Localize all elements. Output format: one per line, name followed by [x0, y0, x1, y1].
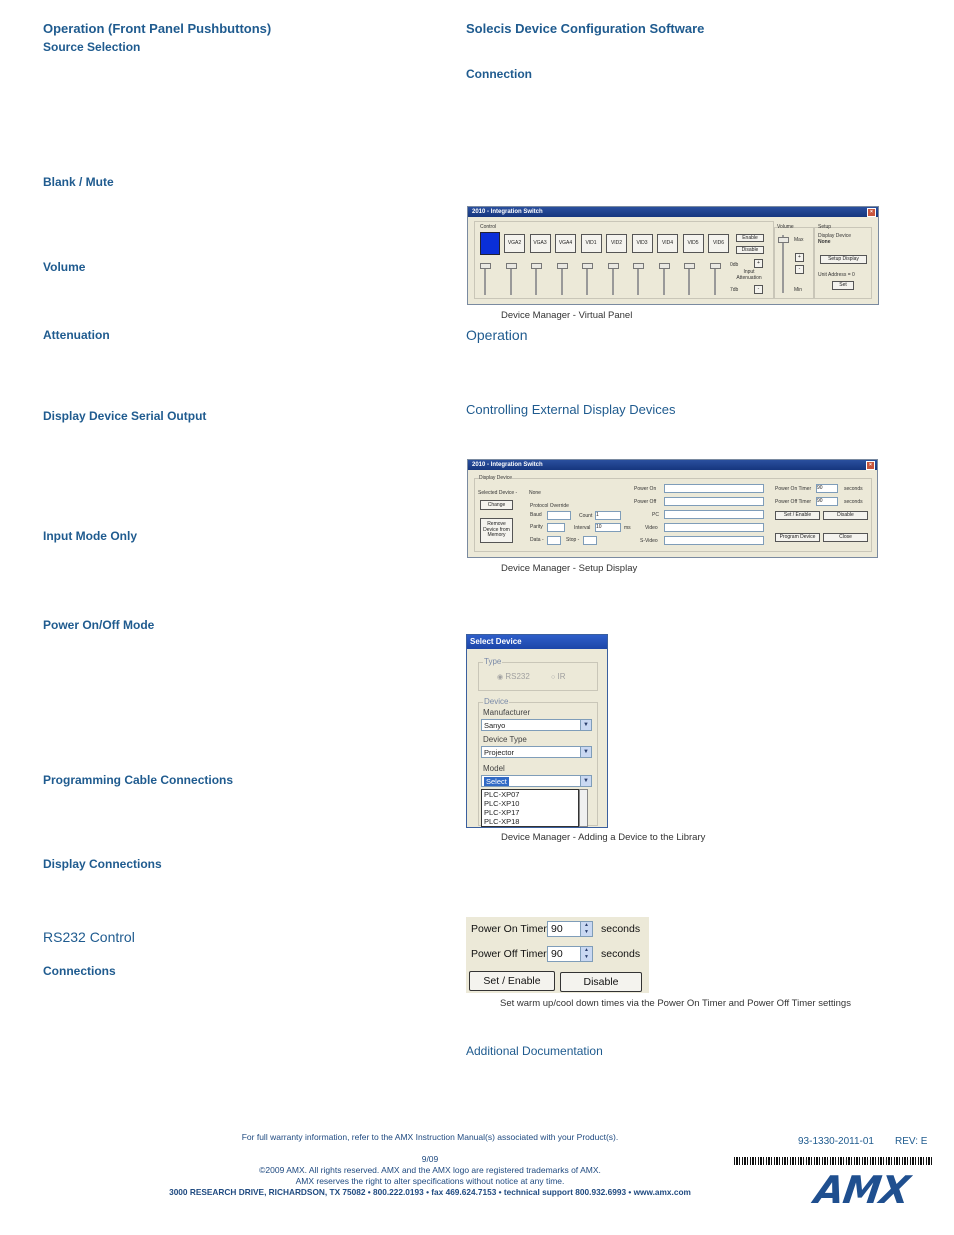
parity-label: Parity: [530, 524, 543, 530]
interval-field[interactable]: [595, 523, 621, 532]
source-button-vga3[interactable]: VGA3: [530, 234, 551, 253]
footer-address: 3000 RESEARCH DRIVE, RICHARDSON, TX 75082 • 800.222.0193 • fax 469.624.7153 • technical support 800.932.6993 • www.amx.com: [169, 1187, 691, 1197]
display-device-label: Display Device: [479, 475, 513, 481]
data-label: Data -: [530, 537, 544, 543]
caption-select-device: Device Manager - Adding a Device to the Library: [501, 832, 706, 843]
heading-display-serial-output: Display Device Serial Output: [43, 409, 207, 423]
volume-plus-button[interactable]: +: [795, 253, 804, 262]
power-off-timer-label: Power Off Timer: [775, 499, 812, 505]
model-select[interactable]: [481, 775, 592, 787]
ms-label: ms: [624, 525, 631, 531]
setup-display-window: [467, 459, 878, 558]
heading-controlling-external: Controlling External Display Devices: [466, 402, 676, 417]
control-group: [474, 221, 774, 299]
barcode: [734, 1157, 932, 1165]
heading-display-connections: Display Connections: [43, 857, 162, 871]
manufacturer-select[interactable]: [481, 719, 592, 731]
max-label: Max: [794, 237, 804, 243]
setup-display-titlebar: [468, 460, 877, 470]
attenuation-minus-button[interactable]: -: [754, 285, 763, 294]
power-on-label: Power On: [634, 486, 657, 492]
source-button-vid5[interactable]: VID5: [683, 234, 704, 253]
change-button[interactable]: Change: [480, 500, 513, 510]
attenuation-slider-thumb[interactable]: [633, 263, 644, 269]
ir-label: IR: [557, 672, 566, 681]
amx-logo: [811, 1168, 935, 1212]
model-options: [482, 790, 578, 826]
set-enable-button[interactable]: Set / Enable: [469, 971, 555, 991]
manufacturer-value: Sanyo: [484, 721, 506, 730]
footer-copyright: ©2009 AMX. All rights reserved. AMX and the AMX logo are registered trademarks of AMX.: [259, 1165, 601, 1175]
baud-label: Baud: [530, 512, 542, 518]
heading-connection: Connection: [466, 67, 532, 81]
stop-label: Stop -: [566, 537, 580, 543]
attenuation-slider-thumb[interactable]: [659, 263, 670, 269]
model-option[interactable]: PLC-XP17: [484, 808, 520, 817]
chevron-down-icon[interactable]: ▼: [580, 776, 591, 786]
heading-power-on-off-mode: Power On/Off Mode: [43, 618, 155, 632]
source-button-vga1[interactable]: [480, 232, 500, 255]
volume-slider-thumb[interactable]: [778, 237, 789, 243]
select-device-dialog: [466, 634, 608, 828]
setup-display-button[interactable]: Setup Display: [820, 255, 867, 264]
rs232-radio[interactable]: [497, 672, 530, 681]
heading-source-selection: Source Selection: [43, 40, 141, 54]
seconds-label: seconds: [601, 923, 641, 935]
power-on-timer-spinner[interactable]: [547, 921, 593, 937]
heading-connections: Connections: [43, 964, 116, 978]
svideo-label: S-Video: [640, 538, 658, 544]
attenuation-slider-thumb[interactable]: [608, 263, 619, 269]
svideo-field[interactable]: [664, 536, 764, 545]
power-off-timer-field[interactable]: [816, 497, 838, 506]
footer-warranty: For full warranty information, refer to the AMX Instruction Manual(s) associated with your Product(s).: [241, 1132, 619, 1142]
doc-number: 93-1330-2011-01: [798, 1136, 874, 1147]
heading-operation: Operation: [466, 327, 528, 343]
unit-address-label: Unit Address = 0: [818, 272, 855, 278]
attenuation-slider-thumb[interactable]: [710, 263, 721, 269]
heading-attenuation: Attenuation: [43, 328, 110, 342]
heading-input-mode-only: Input Mode Only: [43, 529, 137, 543]
attenuation-slider-thumb[interactable]: [582, 263, 593, 269]
power-off-timer-spinner[interactable]: [547, 946, 593, 962]
chevron-down-icon[interactable]: ▼: [580, 720, 591, 730]
count-label: Count: [579, 513, 593, 519]
setup-label: Setup: [818, 224, 832, 230]
seconds-label: seconds: [844, 486, 863, 492]
power-off-timer-label: Power Off Timer: [471, 948, 547, 960]
pc-label: PC: [652, 512, 659, 518]
heading-programming-cable: Programming Cable Connections: [43, 773, 234, 787]
min-label: Min: [794, 287, 803, 293]
attenuation-slider-thumb[interactable]: [531, 263, 542, 269]
interval-value: 10: [596, 524, 602, 530]
select-device-title: Select Device: [470, 637, 522, 646]
source-button-vid2[interactable]: VID2: [606, 234, 627, 253]
type-group: [478, 662, 598, 691]
disable-button[interactable]: Disable: [560, 972, 642, 992]
radio-empty-icon: ○: [551, 674, 556, 681]
source-button-vid4[interactable]: VID4: [657, 234, 678, 253]
video-field[interactable]: [664, 523, 764, 532]
ir-radio[interactable]: [551, 672, 565, 681]
rs232-label: RS232: [505, 672, 530, 681]
model-option[interactable]: PLC-XP07: [484, 790, 520, 799]
setup-display-title: 2010 - Integration Switch: [472, 462, 543, 468]
pc-field[interactable]: [664, 510, 764, 519]
source-button-vid6[interactable]: VID6: [708, 234, 729, 253]
power-off-field[interactable]: [664, 497, 764, 506]
seconds-label: seconds: [601, 948, 641, 960]
caption-virtual-panel: Device Manager - Virtual Panel: [501, 310, 633, 321]
count-field[interactable]: [595, 511, 621, 520]
close-button[interactable]: Close: [823, 533, 868, 542]
spinner-arrows-icon[interactable]: ▲ ▼: [580, 922, 592, 936]
selected-device-value: None: [529, 490, 541, 496]
protocol-override-label: Protocol Override: [530, 503, 569, 509]
power-off-label: Power Off: [634, 499, 657, 505]
display-device-label: Display Device: [818, 233, 852, 239]
heading-solecis: Solecis Device Configuration Software: [466, 21, 705, 36]
attenuation-slider-thumb[interactable]: [506, 263, 517, 269]
power-off-timer-value: 90: [817, 498, 823, 504]
model-label: Model: [483, 764, 505, 773]
device-type-label: Device Type: [483, 735, 527, 744]
count-value: 1: [596, 512, 599, 518]
remove-device-button[interactable]: Remove Device from Memory: [480, 518, 513, 543]
heading-operation-front-panel: Operation (Front Panel Pushbuttons): [43, 21, 272, 36]
set-button[interactable]: Set: [832, 281, 854, 290]
attenuation-plus-button[interactable]: +: [754, 259, 763, 268]
volume-label: Volume: [777, 224, 794, 230]
power-on-field[interactable]: [664, 484, 764, 493]
model-option[interactable]: PLC-XP18: [484, 817, 520, 826]
manufacturer-label: Manufacturer: [483, 708, 531, 717]
baud-field[interactable]: [547, 511, 571, 520]
radio-selected-icon: ◉: [497, 674, 504, 681]
source-button-vid3[interactable]: VID3: [632, 234, 653, 253]
scrollbar[interactable]: [579, 789, 588, 827]
video-label: Video: [645, 525, 658, 531]
control-label: Control: [480, 224, 497, 230]
interval-label: Interval: [574, 525, 591, 531]
amx-logo-text: AMX: [811, 1168, 912, 1212]
parity-field[interactable]: [547, 523, 565, 532]
select-device-titlebar: [467, 635, 607, 649]
power-on-timer-value: 90: [551, 923, 563, 935]
volume-minus-button[interactable]: -: [795, 265, 804, 274]
device-type-value: Projector: [484, 748, 515, 757]
attenuation-slider-thumb[interactable]: [557, 263, 568, 269]
chevron-down-icon[interactable]: ▼: [580, 747, 591, 757]
seconds-label: seconds: [844, 499, 863, 505]
caption-setup-display: Device Manager - Setup Display: [501, 563, 638, 574]
heading-blank-mute: Blank / Mute: [43, 175, 114, 189]
revision: REV: E: [895, 1136, 928, 1147]
device-label: Device: [484, 697, 509, 706]
model-option[interactable]: PLC-XP10: [484, 799, 520, 808]
footer-date: 9/09: [421, 1154, 439, 1164]
input-attenuation-label: Input Attenuation: [736, 269, 762, 281]
virtual-panel-window: [467, 206, 879, 305]
heading-rs232-control: RS232 Control: [43, 929, 135, 945]
disable-button[interactable]: Disable: [736, 246, 764, 254]
spinner-arrows-icon[interactable]: ▲ ▼: [580, 947, 592, 961]
volume-slider-track[interactable]: [782, 235, 784, 293]
power-on-timer-label: Power On Timer: [775, 486, 812, 492]
model-options-list[interactable]: [481, 789, 579, 827]
odb-label: 0db: [730, 262, 739, 268]
footer-rights: AMX reserves the right to alter specifications without notice at any time.: [295, 1176, 565, 1186]
display-device-value: None: [818, 239, 831, 245]
virtual-panel-titlebar: [468, 207, 878, 217]
close-icon[interactable]: ×: [867, 208, 876, 217]
virtual-panel-title: 2010 - Integration Switch: [472, 209, 543, 215]
selected-device-label: Selected Device -: [478, 490, 518, 496]
source-button-vga4[interactable]: VGA4: [555, 234, 576, 253]
source-button-vga2[interactable]: VGA2: [504, 234, 525, 253]
disable-button[interactable]: Disable: [823, 511, 868, 520]
power-on-timer-value: 90: [817, 485, 823, 491]
stop-field[interactable]: [583, 536, 597, 545]
caption-timer-panel: Set warm up/cool down times via the Power On Timer and Power Off Timer settings: [500, 998, 851, 1009]
power-on-timer-label: Power On Timer: [471, 923, 547, 935]
program-device-button[interactable]: Program Device: [775, 533, 820, 542]
device-type-select[interactable]: [481, 746, 592, 758]
power-on-timer-field[interactable]: [816, 484, 838, 493]
heading-additional-documentation: Additional Documentation: [466, 1044, 603, 1058]
model-value: Select: [486, 777, 507, 786]
data-field[interactable]: [547, 536, 561, 545]
set-enable-button[interactable]: Set / Enable: [775, 511, 820, 520]
type-label: Type: [484, 657, 502, 666]
heading-volume: Volume: [43, 260, 86, 274]
seven-db-label: 7db: [730, 287, 739, 293]
attenuation-slider-thumb[interactable]: [480, 263, 491, 269]
timer-panel: [466, 917, 649, 993]
attenuation-slider-thumb[interactable]: [684, 263, 695, 269]
source-button-vid1[interactable]: VID1: [581, 234, 602, 253]
close-icon[interactable]: ×: [866, 461, 875, 470]
enable-button[interactable]: Enable: [736, 234, 764, 242]
power-off-timer-value: 90: [551, 948, 563, 960]
